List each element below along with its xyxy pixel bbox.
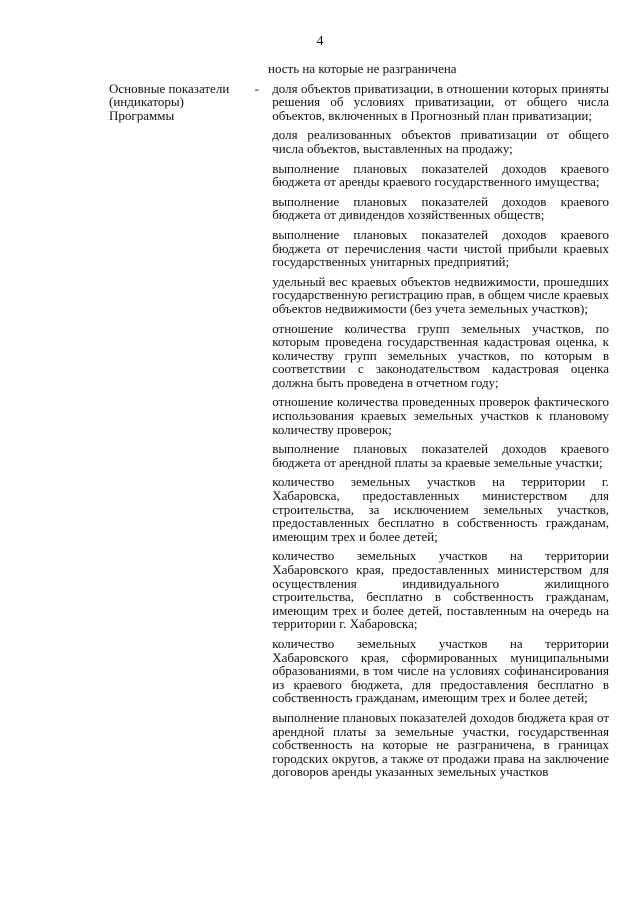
indicator-item: отношение количества групп земельных участков, по которым проведена государственная кадастровая оценка, к количеству групп земельных участков, по которым в соответствии с законодательством кадастровая оценка должна быть проведена в отчетном году; <box>272 320 609 390</box>
indicator-item: доля реализованных объектов приватизации от общего числа объектов, выставленных на продажу; <box>272 127 609 156</box>
indicator-item: количество земельных участков на территории Хабаровского края, предоставленных министерством для осуществления индивидуального жилищного строительства, бесплатно в собственность гражданам, имеющим трех и более детей, поставленным на очередь на территории г. Хабаровска; <box>272 548 609 632</box>
row-dash: - <box>254 80 259 96</box>
indicator-item: количество земельных участков на территории г. Хабаровска, предоставленных министерством для строительства, за исключением земельных участков, предоставленных бесплатно в собственность гражданам, имеющим трех и более детей; <box>272 474 609 544</box>
row-label: Основные показатели (индикаторы) Программы <box>109 80 230 123</box>
continuation-line: ность на которые не разграничена <box>268 61 457 76</box>
indicators-list <box>270 82 609 779</box>
indicator-item: количество земельных участков на территории Хабаровского края, сформированных муниципальными образованиями, в том числе на условиях софинансирования из краевого бюджета, для предоставления бесплатно в собственность гражданам, имеющим трех и более детей; <box>272 635 609 706</box>
indicator-item: выполнение плановых показателей доходов краевого бюджета от перечисления части чистой прибыли краевых государственных унитарных предприятий; <box>272 226 609 270</box>
indicator-item: доля объектов приватизации, в отношении которых приняты решения об условиях приватизации, от общего числа объектов, включенных в Прогнозный план приватизации; <box>272 80 609 123</box>
indicator-item: удельный вес краевых объектов недвижимости, прошедших государственную регистрацию прав, в общем числе краевых объектов недвижимости (без учета земельных участков); <box>272 273 609 316</box>
indicator-item: выполнение плановых показателей доходов краевого бюджета от арендной платы за краевые земельные участки; <box>272 441 609 470</box>
page-number: 4 <box>316 34 324 49</box>
document-table <box>109 62 609 779</box>
indicator-item: отношение количества проведенных проверок фактического использования краевых земельных участков к плановому количеству проверок; <box>272 394 609 437</box>
indicator-item: выполнение плановых показателей доходов бюджета края от арендной платы за земельные участки, государственная собственность на которые не разграничена, в границах городских округов, а также от продажи права на заключение договоров аренды указанных земельных участков <box>272 709 609 780</box>
indicator-item: выполнение плановых показателей доходов краевого бюджета от аренды краевого государственного имущества; <box>272 160 609 190</box>
indicators-row <box>109 82 609 779</box>
indicator-item: выполнение плановых показателей доходов краевого бюджета от дивидендов хозяйственных обществ; <box>272 193 609 223</box>
